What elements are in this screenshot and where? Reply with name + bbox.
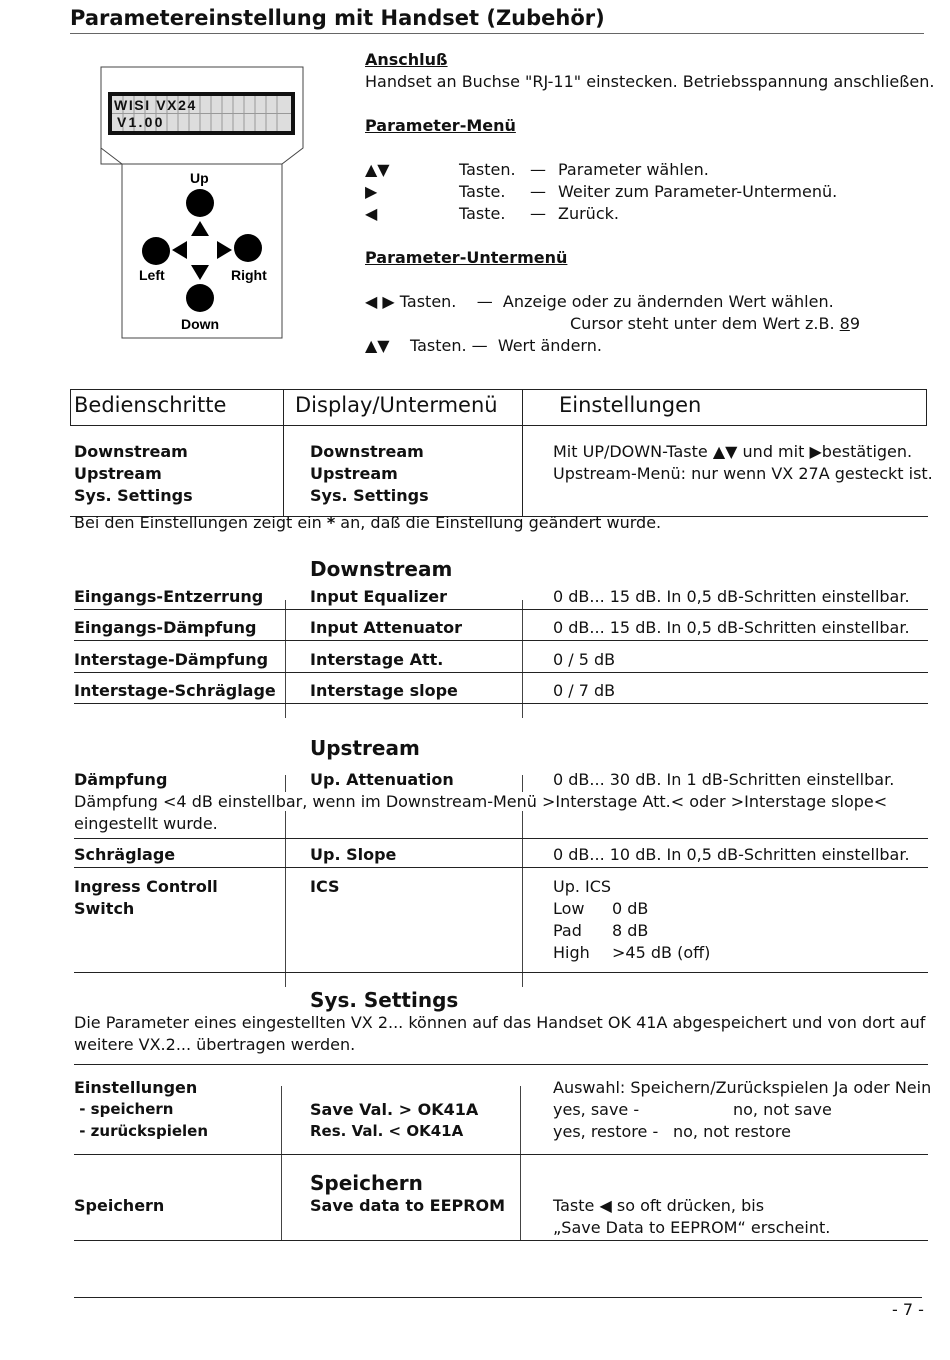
sys-divider-2 xyxy=(520,1086,521,1240)
speichern-display: Save data to EEPROM xyxy=(310,1196,506,1215)
star-note-b: an, daß die Einstellung geändert wurde. xyxy=(335,513,662,532)
ds-rule-4 xyxy=(74,703,928,704)
us-att-step: Dämpfung xyxy=(74,770,168,789)
anschluss-heading: Anschluß xyxy=(365,50,448,69)
upstream-heading: Upstream xyxy=(310,736,420,760)
us-ics-step-1: Ingress Controll xyxy=(74,877,218,896)
left-key[interactable] xyxy=(142,237,170,265)
submenu-cursor-digit: 8 xyxy=(839,314,850,333)
main-step-upstream: Upstream xyxy=(74,464,162,483)
main-display-downstream: Downstream xyxy=(310,442,424,461)
us-ics-high-value: >45 dB (off) xyxy=(612,943,711,962)
left-key-label: Left xyxy=(139,267,165,283)
down-arrow-icon xyxy=(191,265,209,280)
star-note xyxy=(74,513,661,532)
sys-note-1: Die Parameter eines eingestellten VX 2... können auf das Handset OK 41A abgespeichert und von dort auf xyxy=(74,1013,926,1032)
ds-display-3: Interstage Att. xyxy=(310,650,444,669)
page-title: Parametereinstellung mit Handset (Zubehör) xyxy=(70,6,605,30)
downstream-heading: Downstream xyxy=(310,557,453,581)
menu-dash-3: — xyxy=(530,204,546,223)
sys-step-save: - speichern xyxy=(74,1100,174,1118)
speichern-heading: Speichern xyxy=(310,1171,423,1195)
menu-keys-2: ▶ xyxy=(365,182,378,201)
handset-illustration xyxy=(98,64,308,344)
menu-dash-1: — xyxy=(530,160,546,179)
title-rule xyxy=(70,33,924,34)
main-step-sys: Sys. Settings xyxy=(74,486,193,505)
speichern-setting-2: „Save Data to EEPROM“ erscheint. xyxy=(553,1218,831,1237)
ds-rule-3 xyxy=(74,672,928,673)
sys-divider-1 xyxy=(281,1086,282,1240)
us-ics-low-value: 0 dB xyxy=(612,899,649,918)
us-ics-low-label: Low xyxy=(553,899,585,918)
us-att-note-2: eingestellt wurde. xyxy=(74,814,218,833)
sys-setting-head: Auswahl: Speichern/Zurückspielen Ja oder Nein xyxy=(553,1078,932,1097)
us-att-display: Up. Attenuation xyxy=(310,770,454,789)
lcd-line-1: WISI VX24 xyxy=(114,97,197,113)
right-key-label: Right xyxy=(231,267,267,283)
main-display-upstream: Upstream xyxy=(310,464,398,483)
star-note-a: Bei den Einstellungen zeigt ein xyxy=(74,513,327,532)
page-number: - 7 - xyxy=(892,1300,924,1319)
us-ics-high-label: High xyxy=(553,943,590,962)
parameter-menu-heading: Parameter-Menü xyxy=(365,116,516,135)
submenu-digit: 9 xyxy=(849,314,861,333)
header-col-settings: Einstellungen xyxy=(559,393,702,417)
parameter-submenu-heading: Parameter-Untermenü xyxy=(365,248,568,267)
speichern-step: Speichern xyxy=(74,1196,165,1215)
ds-step-3: Interstage-Dämpfung xyxy=(74,650,269,669)
header-col-steps: Bedienschritte xyxy=(74,393,227,417)
left-arrow-icon xyxy=(172,241,187,259)
sys-display-restore: Res. Val. < OK41A xyxy=(310,1122,464,1140)
header-col-display: Display/Untermenü xyxy=(295,393,498,417)
us-slope-step: Schräglage xyxy=(74,845,176,864)
anschluss-text: Handset an Buchse "RJ-11" einstecken. Betriebsspannung anschließen. xyxy=(365,72,935,91)
ds-display-1: Input Equalizer xyxy=(310,587,447,606)
us-ics-step-2: Switch xyxy=(74,899,135,918)
down-key-label: Down xyxy=(181,316,220,332)
menu-desc-1: Parameter wählen. xyxy=(558,160,709,179)
sys-note-2: weitere VX.2... übertragen werden. xyxy=(74,1035,356,1054)
us-rule-1 xyxy=(74,838,928,839)
us-ics-display: ICS xyxy=(310,877,340,896)
menu-word-1: Tasten. xyxy=(459,160,516,179)
lcd-line-2: V1.00 xyxy=(117,114,165,130)
right-key[interactable] xyxy=(234,234,262,262)
ds-display-2: Input Attenuator xyxy=(310,618,463,637)
up-key[interactable] xyxy=(186,189,214,217)
ds-setting-2: 0 dB... 15 dB. In 0,5 dB-Schritten einstellbar. xyxy=(553,618,910,637)
us-ics-pad-value: 8 dB xyxy=(612,921,649,940)
ds-rule-2 xyxy=(74,640,928,641)
submenu-row-2 xyxy=(570,314,860,333)
ds-divider-2 xyxy=(522,600,523,718)
ds-divider-1 xyxy=(285,600,286,718)
main-setting-2: Upstream-Menü: nur wenn VX 27A gesteckt ist. xyxy=(553,464,933,483)
submenu-row-2-text: Cursor steht unter dem Wert z.B. xyxy=(570,314,840,333)
speichern-rule xyxy=(74,1240,928,1241)
sys-setting-restore-no: no, not restore xyxy=(673,1122,791,1141)
menu-keys-3: ◀ xyxy=(365,204,378,223)
menu-word-2: Taste. xyxy=(459,182,506,201)
ds-step-2: Eingangs-Dämpfung xyxy=(74,618,257,637)
menu-dash-2: — xyxy=(530,182,546,201)
right-arrow-icon xyxy=(217,241,232,259)
ds-step-4: Interstage-Schräglage xyxy=(74,681,276,700)
us-rule-2 xyxy=(74,867,928,868)
menu-word-3: Taste. xyxy=(459,204,506,223)
ds-step-1: Eingangs-Entzerrung xyxy=(74,587,264,606)
header-divider-2 xyxy=(522,389,523,517)
down-key[interactable] xyxy=(186,284,214,312)
ds-display-4: Interstage slope xyxy=(310,681,458,700)
sys-rule-2 xyxy=(74,1154,928,1155)
menu-keys-1: ▲▼ xyxy=(365,160,390,179)
us-att-note-1: Dämpfung <4 dB einstellbar, wenn im Downstream-Menü >Interstage Att.< oder >Interstage slope< xyxy=(74,792,888,811)
us-slope-display: Up. Slope xyxy=(310,845,397,864)
main-setting-1: Mit UP/DOWN-Taste ▲▼ und mit ▶bestätigen. xyxy=(553,442,913,461)
sys-setting-save-yes: yes, save - xyxy=(553,1100,640,1119)
ds-setting-4: 0 / 7 dB xyxy=(553,681,616,700)
footer-rule xyxy=(74,1297,922,1298)
up-key-label: Up xyxy=(190,170,209,186)
ds-setting-1: 0 dB... 15 dB. In 0,5 dB-Schritten einstellbar. xyxy=(553,587,910,606)
menu-desc-3: Zurück. xyxy=(558,204,619,223)
star-note-star: * xyxy=(326,513,336,532)
main-step-downstream: Downstream xyxy=(74,442,188,461)
sys-step-restore: - zurückspielen xyxy=(74,1122,208,1140)
up-arrow-icon xyxy=(191,221,209,236)
sys-setting-restore-yes: yes, restore - xyxy=(553,1122,659,1141)
submenu-row-3: ▲▼ Tasten. — Wert ändern. xyxy=(365,336,602,355)
main-display-sys: Sys. Settings xyxy=(310,486,429,505)
sys-setting-save-no: no, not save xyxy=(733,1100,832,1119)
sys-rule-1 xyxy=(74,1064,928,1065)
sys-display-save: Save Val. > OK41A xyxy=(310,1100,479,1119)
header-divider-1 xyxy=(283,389,284,517)
us-ics-pad-label: Pad xyxy=(553,921,582,940)
sys-step-head: Einstellungen xyxy=(74,1078,198,1097)
speichern-setting-1: Taste ◀ so oft drücken, bis xyxy=(553,1196,765,1215)
us-rule-3 xyxy=(74,972,928,973)
us-att-setting: 0 dB... 30 dB. In 1 dB-Schritten einstellbar. xyxy=(553,770,895,789)
submenu-row-1: ◀ ▶ Tasten. — Anzeige oder zu ändernden Wert wählen. xyxy=(365,292,834,311)
menu-desc-2: Weiter zum Parameter-Untermenü. xyxy=(558,182,838,201)
us-slope-setting: 0 dB... 10 dB. In 0,5 dB-Schritten einstellbar. xyxy=(553,845,910,864)
ds-setting-3: 0 / 5 dB xyxy=(553,650,616,669)
us-ics-head: Up. ICS xyxy=(553,877,612,896)
ds-rule-1 xyxy=(74,609,928,610)
sys-heading: Sys. Settings xyxy=(310,988,459,1012)
